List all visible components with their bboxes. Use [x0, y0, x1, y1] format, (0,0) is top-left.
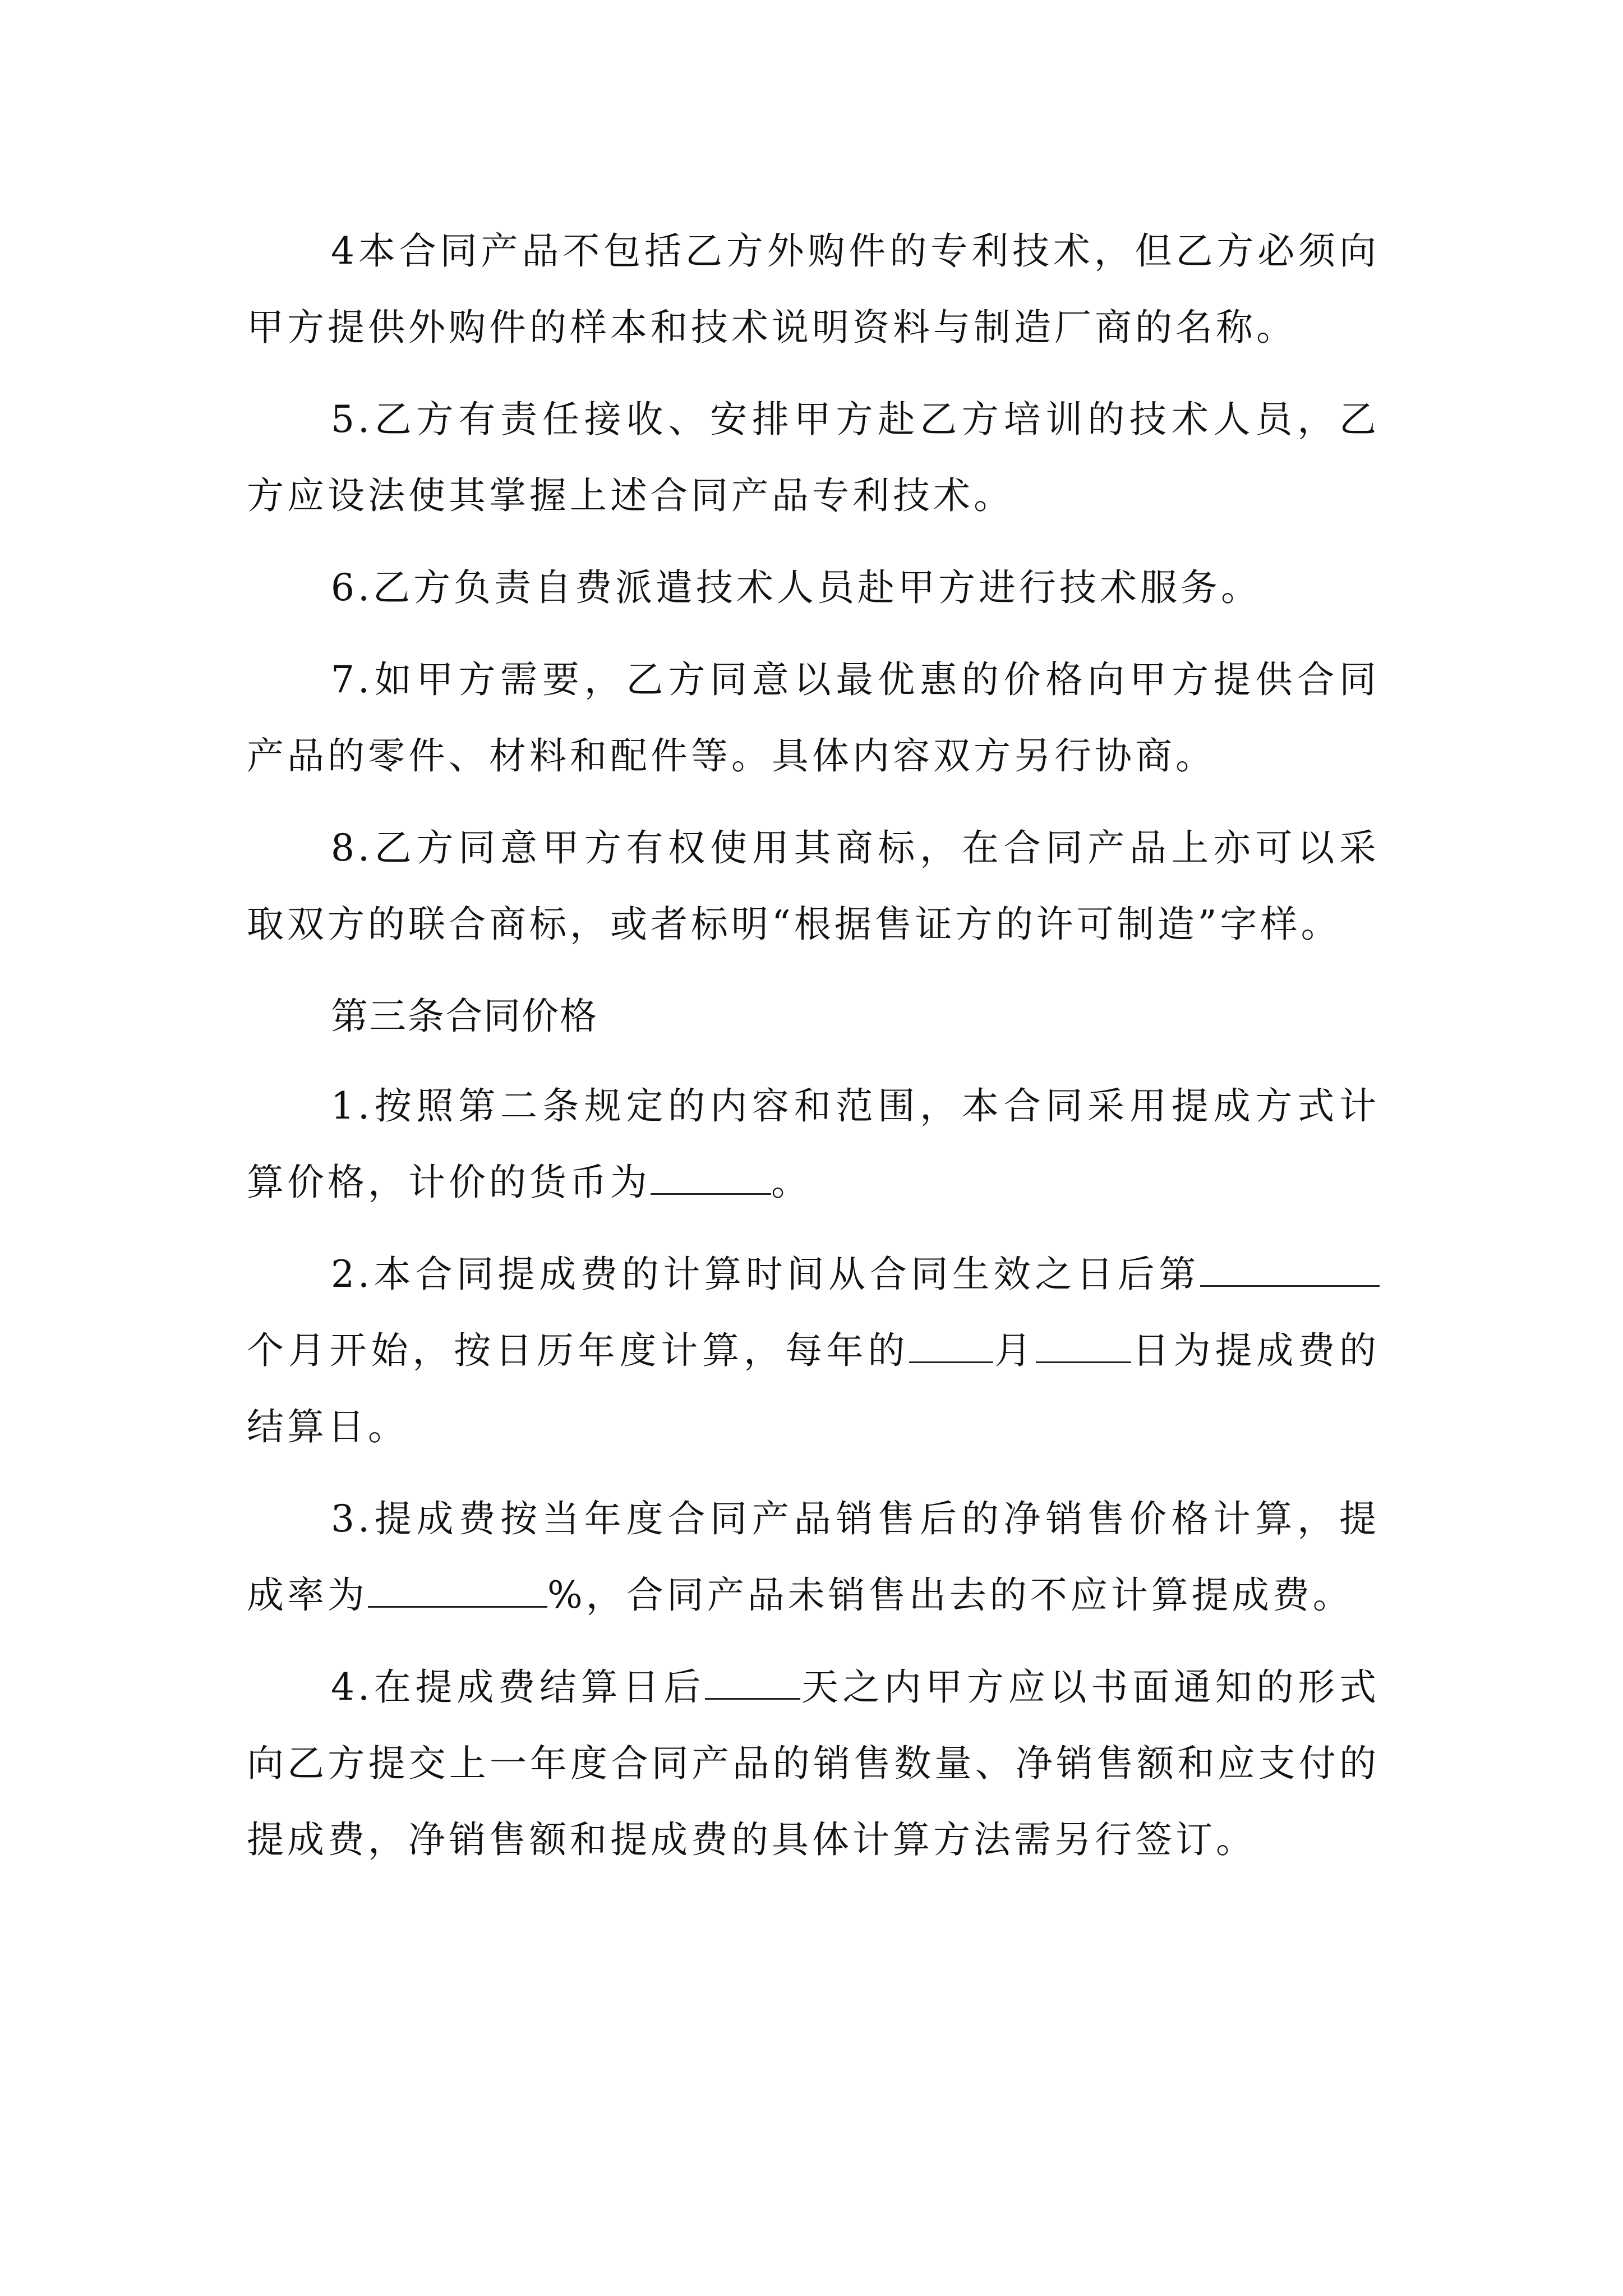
clause-7-text: 7.如甲方需要，乙方同意以最优惠的价格向甲方提供合同产品的零件、材料和配件等。具体内容双方另行协商。: [247, 658, 1380, 777]
settlement-day-blank-line: [1036, 1330, 1131, 1363]
price-clause-1-after: 。: [771, 1161, 811, 1204]
price-clause-3-after: %，合同产品未销售出去的不应计算提成费。: [547, 1573, 1353, 1617]
royalty-rate-blank-line: [368, 1575, 547, 1608]
section-title-contract-price: 第三条合同价格: [331, 995, 598, 1038]
price-clause-2-before: 2.本合同提成费的计算时间从合同生效之日后第: [331, 1253, 1200, 1296]
price-clause-4-before: 4.在提成费结算日后: [331, 1665, 706, 1709]
clause-5-text: 5.乙方有责任接收、安排甲方赴乙方培训的技术人员，乙方应设法使其掌握上述合同产品专利技术。: [247, 398, 1380, 517]
clause-6-paragraph: [247, 550, 1380, 626]
settlement-month-blank-line: [909, 1330, 993, 1363]
price-clause-1-paragraph: [247, 1068, 1380, 1221]
price-clause-2-after: 日为提成费的结算日。: [247, 1329, 1380, 1448]
price-clause-2-mid2: 月: [993, 1329, 1036, 1372]
clause-8-text: 8.乙方同意甲方有权使用其商标，在合同产品上亦可以采取双方的联合商标，或者标明“根据售证方的许可制造”字样。: [247, 826, 1380, 946]
price-clause-1-before: 1.按照第二条规定的内容和范围，本合同采用提成方式计算价格，计价的货币为: [247, 1084, 1380, 1204]
clause-7-paragraph: [247, 642, 1380, 794]
clause-8-paragraph: [247, 810, 1380, 963]
price-clause-2-paragraph: [247, 1236, 1380, 1465]
price-clause-3-paragraph: [247, 1481, 1380, 1634]
price-clause-4-after: 天之内甲方应以书面通知的形式向乙方提交上一年度合同产品的销售数量、净销售额和应支付的提成费，净销售额和提成费的具体计算方法需另行签订。: [247, 1665, 1380, 1861]
price-clause-3-before: 3.提成费按当年度合同产品销售后的净销售价格计算，提成率为: [247, 1497, 1380, 1617]
months-blank-line: [1200, 1254, 1380, 1287]
document-body: [247, 213, 1380, 1894]
clause-5-paragraph: [247, 381, 1380, 534]
price-clause-2-mid1: 个月开始，按日历年度计算，每年的: [247, 1329, 910, 1372]
clause-4-paragraph: [247, 213, 1380, 366]
notice-days-blank-line: [705, 1667, 800, 1700]
currency-blank-line: [651, 1162, 771, 1195]
clause-4-text: 4本合同产品不包括乙方外购件的专利技术，但乙方必须向甲方提供外购件的样本和技术说明资料与制造厂商的名称。: [247, 229, 1380, 349]
clause-6-text: 6.乙方负责自费派遣技术人员赴甲方进行技术服务。: [331, 566, 1261, 609]
price-clause-4-paragraph: [247, 1649, 1380, 1878]
